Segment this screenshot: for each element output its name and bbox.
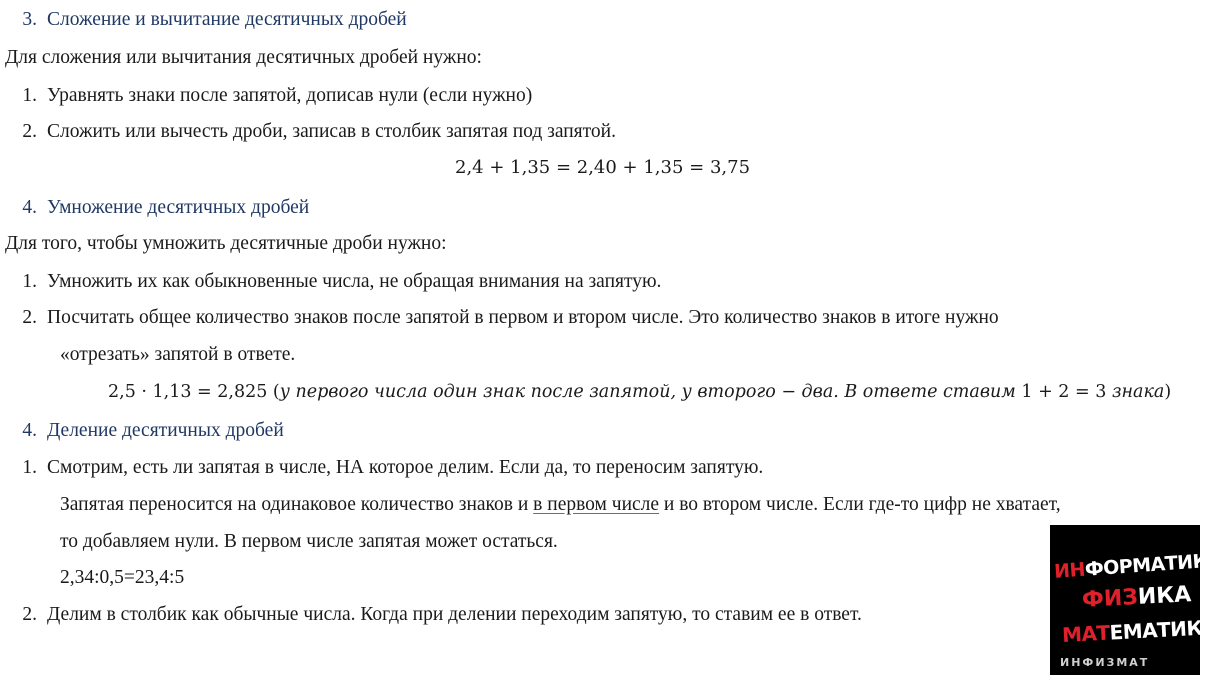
section-division-example: 2,34:0,5=23,4:5: [60, 567, 185, 588]
step-number: 2.: [22, 307, 37, 328]
formula-comment-end: знака: [1111, 382, 1165, 402]
step-text: Сложить или вычесть дроби, записав в столбик запятая под запятой.: [47, 121, 616, 142]
logo-line-2: [1081, 582, 1191, 613]
section-division-paragraph: [60, 493, 1061, 517]
logo-text-white: ЕМАТИКА: [1108, 614, 1218, 645]
paragraph-text: Запятая переносится на одинаковое количество знаков и: [60, 494, 529, 515]
step-text: Посчитать общее количество знаков после запятой в первом и втором числе. Это количество знаков в итоге нужно: [47, 307, 999, 328]
step-text: Умножить их как обыкновенные числа, не обращая внимания на запятую.: [47, 271, 662, 292]
step-text: Смотрим, есть ли запятая в числе, НА которое делим. Если да, то переносим запятую.: [47, 457, 764, 478]
logo-text-red: ИН: [1053, 558, 1086, 583]
logo-line-3: [1061, 615, 1217, 647]
logo-text-white: ИКА: [1137, 582, 1192, 610]
section-4-formula: [108, 380, 1171, 404]
logo-footer: ИНФИЗМАТ: [1060, 656, 1150, 669]
section-3-intro: Для сложения или вычитания десятичных дробей нужно:: [5, 47, 482, 68]
logo-line-1: [1053, 549, 1222, 583]
section-4-step-1: [0, 270, 661, 294]
section-4-heading: [0, 196, 309, 220]
section-division-step-2: [0, 603, 862, 627]
section-division-title: Деление десятичных дробей: [47, 420, 284, 441]
section-4-intro: Для того, чтобы умножить десятичные дроби нужно:: [5, 233, 447, 254]
logo-text-red: ФИЗ: [1081, 584, 1139, 613]
step-number: 1.: [22, 271, 37, 292]
section-4-number: 4.: [22, 197, 37, 218]
formula-math: 2,5 · 1,13 = 2,825 (: [108, 382, 280, 402]
underlined-text: в первом числе: [533, 494, 660, 515]
formula-comment: у первого числа один знак после запятой, у второго − два. В ответе ставим: [279, 382, 1016, 402]
section-division-step-1: [0, 456, 763, 480]
step-number: 2.: [22, 121, 37, 142]
section-3-formula: 2,4 + 1,35 = 2,40 + 1,35 = 3,75: [455, 157, 751, 178]
formula-math-sum: 1 + 2 = 3: [1021, 382, 1107, 402]
section-4-title: Умножение десятичных дробей: [47, 197, 310, 218]
formula-close: ): [1164, 382, 1172, 402]
section-4-step-2-continuation: «отрезать» запятой в ответе.: [60, 344, 296, 365]
section-3-heading: [0, 8, 407, 32]
section-division-paragraph-2: то добавляем нули. В первом числе запятая может остаться.: [60, 531, 558, 552]
logo-text-white: ФОРМАТИКА: [1084, 549, 1223, 581]
infizmat-logo: [1050, 525, 1223, 675]
paragraph-text: и во втором числе. Если где-то цифр не хватает,: [663, 494, 1061, 515]
step-number: 2.: [22, 604, 37, 625]
section-3-title: Сложение и вычитание десятичных дробей: [47, 9, 407, 30]
section-division-number: 4.: [22, 420, 37, 441]
step-number: 1.: [22, 85, 37, 106]
section-3-step-2: [0, 120, 616, 144]
step-text: Делим в столбик как обычные числа. Когда при делении переходим запятую, то ставим ее в ответ.: [47, 604, 862, 625]
section-division-heading: [0, 419, 284, 443]
section-3-step-1: [0, 84, 532, 108]
section-4-step-2: [0, 306, 999, 330]
step-number: 1.: [22, 457, 37, 478]
step-text: Уравнять знаки после запятой, дописав нули (если нужно): [47, 85, 533, 106]
section-3-number: 3.: [22, 9, 37, 30]
logo-text-red: МАТ: [1061, 620, 1111, 648]
